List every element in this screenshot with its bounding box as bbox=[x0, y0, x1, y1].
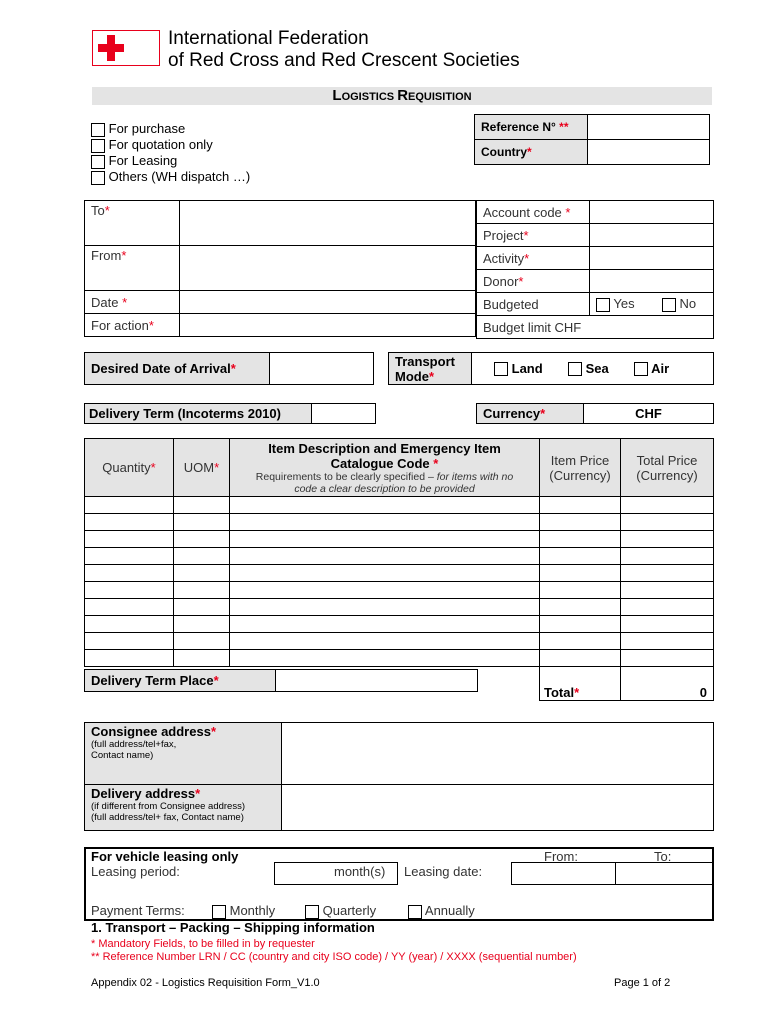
delivery-term-label: Delivery Term (Incoterms 2010) bbox=[85, 404, 312, 424]
land-checkbox[interactable] bbox=[494, 362, 508, 376]
uom-header: UOM* bbox=[174, 439, 230, 497]
transport-table bbox=[388, 352, 714, 385]
from-input[interactable] bbox=[180, 246, 476, 291]
table-row bbox=[85, 531, 714, 548]
consignee-input[interactable] bbox=[282, 723, 714, 785]
checkbox[interactable] bbox=[91, 123, 105, 137]
to-input[interactable] bbox=[180, 201, 476, 246]
donor-input[interactable] bbox=[590, 270, 714, 293]
air-checkbox[interactable] bbox=[634, 362, 648, 376]
arrival-input[interactable] bbox=[270, 353, 374, 385]
leasing-months-label: month(s) bbox=[334, 864, 386, 879]
to-label: To* bbox=[85, 201, 180, 246]
sea-checkbox[interactable] bbox=[568, 362, 582, 376]
arrival-table bbox=[84, 352, 374, 385]
leasing-period-label: Leasing period: bbox=[91, 864, 180, 879]
delivery-place-label: Delivery Term Place* bbox=[85, 670, 276, 692]
budgeted-no-checkbox[interactable] bbox=[662, 298, 676, 312]
table-row bbox=[85, 497, 714, 514]
ifrc-logo bbox=[92, 30, 160, 66]
table-row bbox=[85, 514, 714, 531]
leasing-title: For vehicle leasing only bbox=[91, 849, 239, 864]
table-row bbox=[85, 582, 714, 599]
table-row bbox=[85, 565, 714, 582]
mandatory-note: * Mandatory Fields, to be filled in by requester bbox=[91, 938, 315, 950]
checkbox[interactable] bbox=[91, 155, 105, 169]
for-action-label: For action* bbox=[85, 314, 180, 337]
payment-monthly[interactable]: Monthly bbox=[212, 903, 275, 919]
transport-options: Land Sea Air bbox=[472, 353, 714, 385]
total-label: Total* bbox=[540, 667, 621, 701]
purpose-list bbox=[91, 121, 250, 185]
activity-input[interactable] bbox=[590, 247, 714, 270]
payment-quarterly[interactable]: Quarterly bbox=[305, 903, 376, 919]
table-row bbox=[85, 633, 714, 650]
checkbox[interactable] bbox=[91, 139, 105, 153]
currency-table bbox=[476, 403, 714, 424]
project-label: Project* bbox=[477, 224, 590, 247]
title-rest-1: OGISTICS bbox=[341, 91, 398, 103]
routing-table bbox=[84, 200, 476, 337]
table-row bbox=[85, 599, 714, 616]
payment-terms-label: Payment Terms: bbox=[91, 903, 185, 918]
monthly-checkbox[interactable] bbox=[212, 905, 226, 919]
delivery-place-input[interactable] bbox=[276, 670, 478, 692]
section-transport-heading: 1. Transport – Packing – Shipping information bbox=[91, 920, 375, 935]
currency-label: Currency* bbox=[477, 404, 584, 424]
country-label: Country* bbox=[475, 140, 588, 165]
table-row bbox=[85, 616, 714, 633]
account-code-input[interactable] bbox=[590, 201, 714, 224]
leasing-date-label: Leasing date: bbox=[404, 864, 483, 879]
table-row bbox=[85, 650, 714, 667]
org-name-line1: International Federation bbox=[168, 28, 369, 49]
leasing-to-input[interactable] bbox=[615, 862, 714, 885]
for-action-input[interactable] bbox=[180, 314, 476, 337]
delivery-place-table bbox=[84, 669, 478, 692]
quarterly-checkbox[interactable] bbox=[305, 905, 319, 919]
purpose-leasing[interactable]: For Leasing bbox=[91, 153, 250, 169]
title-cap-2: R bbox=[397, 87, 409, 104]
title-bar bbox=[92, 87, 712, 105]
budgeted-yes-checkbox[interactable] bbox=[596, 298, 610, 312]
purpose-purchase[interactable]: For purchase bbox=[91, 121, 250, 137]
address-table bbox=[84, 722, 714, 831]
consignee-label: Consignee address* (full address/tel+fax, Contact name) bbox=[85, 723, 282, 785]
reference-note: ** Reference Number LRN / CC (country and city ISO code) / YY (year) / XXXX (sequential number) bbox=[91, 951, 577, 963]
date-label: Date * bbox=[85, 291, 180, 314]
title-cap-1: L bbox=[332, 87, 342, 104]
org-name-line2: of Red Cross and Red Crescent Societies bbox=[168, 50, 520, 71]
delivery-term-input[interactable] bbox=[312, 404, 376, 424]
items-table bbox=[84, 438, 714, 701]
reference-table bbox=[474, 114, 710, 165]
account-code-label: Account code * bbox=[477, 201, 590, 224]
currency-value[interactable]: CHF bbox=[584, 404, 714, 424]
date-input[interactable] bbox=[180, 291, 476, 314]
budget-limit[interactable]: Budget limit CHF bbox=[477, 316, 714, 339]
purpose-quotation[interactable]: For quotation only bbox=[91, 137, 250, 153]
donor-label: Donor* bbox=[477, 270, 590, 293]
table-row bbox=[85, 548, 714, 565]
description-header: Item Description and Emergency Item Catalogue Code * Requirements to be clearly specified – for items with no code a clear description to be provided bbox=[230, 439, 540, 497]
item-price-header: Item Price (Currency) bbox=[540, 439, 621, 497]
purpose-others[interactable]: Others (WH dispatch …) bbox=[91, 169, 250, 185]
footer-page: Page 1 of 2 bbox=[614, 977, 671, 989]
delivery-address-input[interactable] bbox=[282, 785, 714, 831]
budgeted-options: Yes No bbox=[590, 293, 714, 316]
budget-table bbox=[476, 200, 714, 339]
arrival-label: Desired Date of Arrival* bbox=[85, 353, 270, 385]
from-label: From* bbox=[85, 246, 180, 291]
payment-annually[interactable]: Annually bbox=[408, 903, 475, 919]
delivery-term-table bbox=[84, 403, 376, 424]
delivery-address-label: Delivery address* (if different from Consignee address) (full address/tel+ fax, Contact name) bbox=[85, 785, 282, 831]
title-rest-2: EQUISITION bbox=[408, 91, 472, 103]
activity-label: Activity* bbox=[477, 247, 590, 270]
footer-left: Appendix 02 - Logistics Requisition Form_V1.0 bbox=[91, 977, 320, 989]
transport-label: Transport Mode* bbox=[389, 353, 472, 385]
leasing-from-input[interactable] bbox=[511, 862, 616, 885]
leasing-to-label: To: bbox=[654, 849, 672, 864]
reference-label: Reference N° ** bbox=[475, 115, 588, 140]
quantity-header: Quantity* bbox=[85, 439, 174, 497]
reference-input[interactable] bbox=[588, 115, 710, 140]
total-value: 0 bbox=[621, 667, 714, 701]
project-input[interactable] bbox=[590, 224, 714, 247]
budgeted-label: Budgeted bbox=[477, 293, 590, 316]
country-input[interactable] bbox=[588, 140, 710, 165]
total-price-header: Total Price (Currency) bbox=[621, 439, 714, 497]
checkbox[interactable] bbox=[91, 171, 105, 185]
leasing-from-label: From: bbox=[544, 849, 578, 864]
annually-checkbox[interactable] bbox=[408, 905, 422, 919]
